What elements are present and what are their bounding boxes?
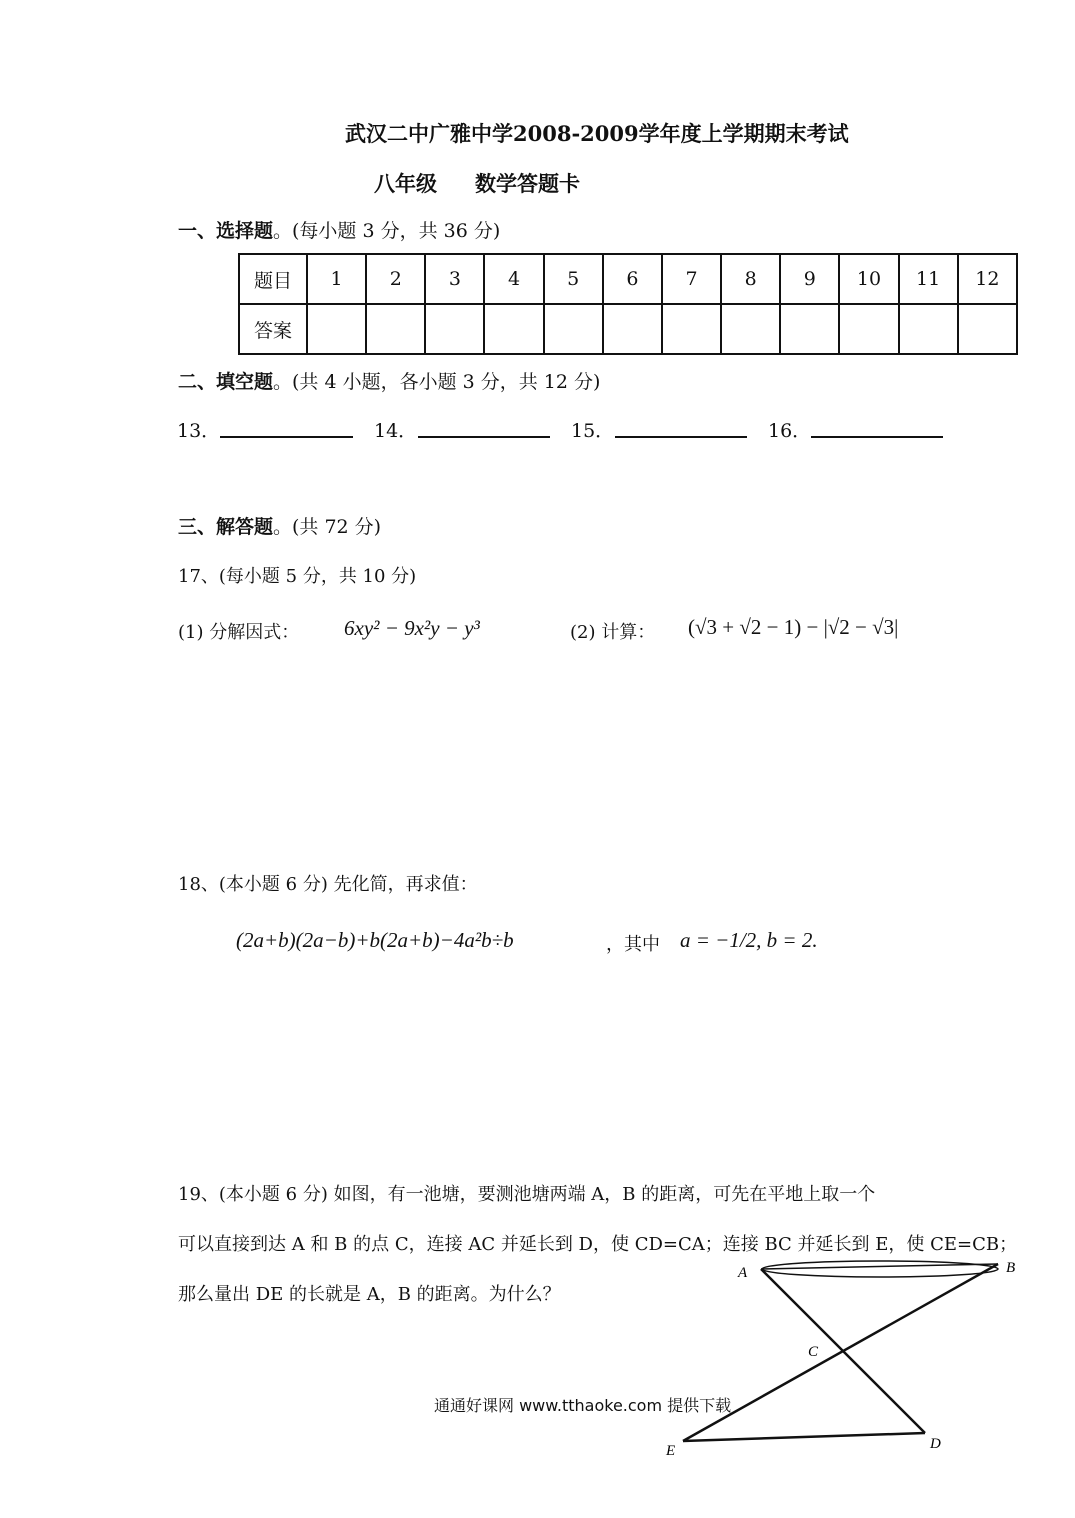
question-number: 7	[662, 254, 721, 304]
answer-cell[interactable]	[780, 304, 839, 354]
subject-label: 数学答题卡	[475, 171, 580, 196]
grade-label: 八年级	[374, 171, 437, 196]
blank-line-14[interactable]	[418, 436, 550, 438]
row-label-answer: 答案	[239, 304, 307, 354]
footer-watermark: 通通好课网 www.tthaoke.com 提供下载	[434, 1396, 732, 1415]
blank-line-13[interactable]	[220, 436, 353, 438]
answer-cell[interactable]	[603, 304, 662, 354]
answer-cell[interactable]	[484, 304, 543, 354]
q18-condition-prefix: ，其中	[606, 934, 660, 955]
answer-cell[interactable]	[425, 304, 484, 354]
answer-cell[interactable]	[899, 304, 958, 354]
pond-outline	[762, 1261, 998, 1277]
answer-cell[interactable]	[366, 304, 425, 354]
pond-diagram	[650, 1250, 1020, 1470]
section-1-title: 一、选择题	[178, 220, 274, 242]
row-label-question: 题目	[239, 254, 307, 304]
q17-part2-expression: (√3 + √2 − 1) − |√2 − √3|	[688, 615, 899, 639]
q17-part1-expression: 6xy² − 9x²y − y³	[344, 616, 480, 640]
section-2-title: 二、填空题	[178, 371, 274, 393]
answer-cell[interactable]	[544, 304, 603, 354]
section-2-heading	[178, 367, 600, 394]
answer-cell[interactable]	[721, 304, 780, 354]
question-number: 4	[484, 254, 543, 304]
question-number: 2	[366, 254, 425, 304]
section-3-title: 三、解答题	[178, 516, 274, 538]
question-number: 12	[958, 254, 1017, 304]
section-2-note: 。(共 4 小题，各小题 3 分，共 12 分)	[273, 371, 601, 393]
answer-cell[interactable]	[307, 304, 366, 354]
answer-table	[238, 253, 1018, 355]
q18-expression: (2a+b)(2a−b)+b(2a+b)−4a²b÷b	[236, 928, 514, 952]
point-label-d: D	[930, 1436, 941, 1452]
exam-title: 武汉二中广雅中学2008-2009学年度上学期期末考试	[345, 121, 849, 146]
blank-label-15: 15．	[571, 420, 615, 442]
section-3-heading	[178, 512, 381, 539]
section-3-note: 。(共 72 分)	[273, 516, 382, 538]
question-row	[239, 254, 1017, 304]
q19-text-line3: 那么量出 DE 的长就是 A，B 的距离。为什么？	[178, 1284, 561, 1305]
q17-part1-label: (1) 分解因式：	[178, 622, 300, 643]
answer-row	[239, 304, 1017, 354]
q17-part2-label: (2) 计算：	[570, 622, 656, 643]
q19-text-line2: 可以直接到达 A 和 B 的点 C，连接 AC 并延长到 D，使 CD=CA；连接 BC 并延长到 E，使 CE=CB；	[178, 1234, 1018, 1255]
answer-cell[interactable]	[662, 304, 721, 354]
question-number: 10	[839, 254, 898, 304]
blank-label-13: 13．	[177, 420, 221, 442]
q18-condition: a = −1/2, b = 2.	[680, 928, 818, 952]
segment-ed	[683, 1433, 925, 1441]
point-label-e: E	[666, 1443, 676, 1459]
question-number: 9	[780, 254, 839, 304]
question-number: 1	[307, 254, 366, 304]
point-label-a: A	[738, 1265, 748, 1281]
point-label-c: C	[808, 1344, 819, 1360]
question-number: 6	[603, 254, 662, 304]
section-1-heading	[178, 216, 500, 243]
blank-line-15[interactable]	[615, 436, 747, 438]
answer-cell[interactable]	[958, 304, 1017, 354]
q18-header: 18、(本小题 6 分) 先化简，再求值：	[178, 874, 478, 895]
answer-cell[interactable]	[839, 304, 898, 354]
segment-ab	[761, 1264, 998, 1269]
question-number: 5	[544, 254, 603, 304]
blank-label-16: 16．	[768, 420, 812, 442]
point-label-b: B	[1006, 1260, 1016, 1276]
q17-header: 17、(每小题 5 分，共 10 分)	[178, 566, 417, 587]
exam-subtitle	[374, 168, 580, 198]
q19-text-line1: 19、(本小题 6 分) 如图，有一池塘，要测池塘两端 A，B 的距离，可先在平地上取一个	[178, 1184, 876, 1205]
blank-label-14: 14．	[374, 420, 418, 442]
question-number: 3	[425, 254, 484, 304]
section-1-note: 。(每小题 3 分，共 36 分)	[273, 220, 501, 242]
blank-line-16[interactable]	[811, 436, 943, 438]
question-number: 11	[899, 254, 958, 304]
question-number: 8	[721, 254, 780, 304]
